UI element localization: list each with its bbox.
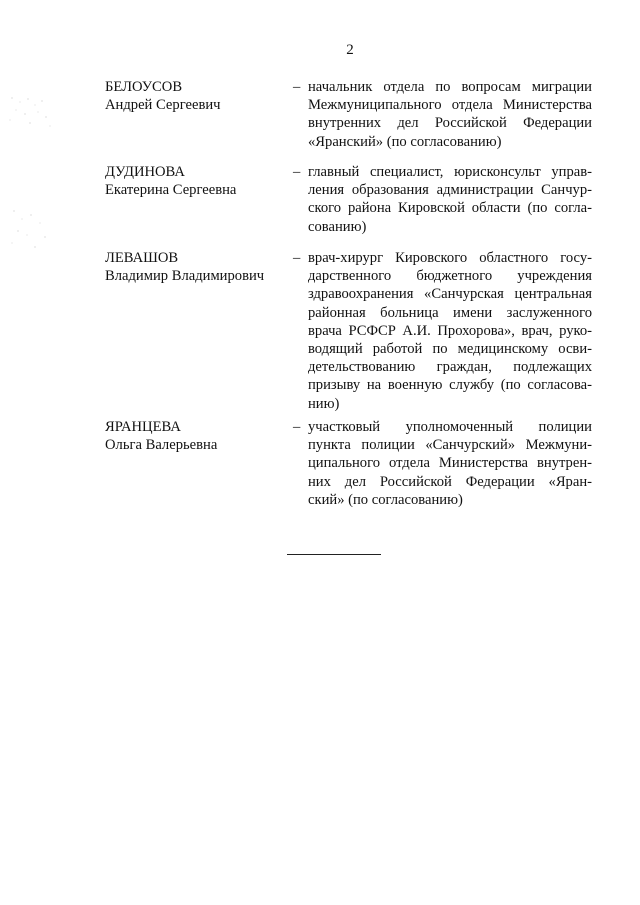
member-name — [105, 249, 285, 285]
position-line: водящий работой по медицинскому осви- — [308, 340, 592, 357]
member-name — [105, 418, 285, 454]
position-line: внутренних дел Российской Федерации — [308, 115, 592, 132]
member-surname: ЛЕВАШОВ — [105, 250, 179, 266]
member-surname: БЕЛОУСОВ — [105, 79, 183, 95]
position-line: них дел Российской Федерации «Яран- — [308, 473, 592, 490]
member-given-names: Андрей Сергеевич — [105, 97, 221, 114]
member-given-names: Ольга Валерьевна — [105, 437, 218, 454]
position-line: врача РСФСР А.И. Прохорова», врач, руко- — [308, 322, 592, 339]
dash-separator: – — [293, 164, 301, 180]
member-name — [105, 163, 285, 199]
position-line: ского района Кировской области (по согла- — [308, 200, 592, 217]
position-line: начальник отдела по вопросам миграции — [308, 79, 592, 95]
position-line: ления образования администрации Санчур- — [308, 182, 592, 199]
position-line: здравоохранения «Санчурская центральная — [308, 286, 592, 303]
position-line: детельствованию граждан, подлежащих — [308, 359, 592, 376]
scan-noise — [0, 90, 60, 170]
position-line: сованию) — [308, 218, 367, 235]
member-surname: ЯРАНЦЕВА — [105, 419, 181, 435]
position-line: врач-хирург Кировского областного госу- — [308, 250, 592, 266]
end-of-list-rule — [287, 554, 381, 555]
member-position — [308, 78, 592, 151]
member-given-names: Екатерина Сергеевна — [105, 182, 237, 199]
position-line: дарственного бюджетного учреждения — [308, 268, 592, 285]
dash-separator: – — [293, 79, 301, 95]
member-position — [308, 249, 592, 413]
position-line: ципального отдела Министерства внутрен- — [308, 455, 592, 472]
position-line: участковый уполномоченный полиции — [308, 419, 592, 435]
member-position — [308, 418, 592, 509]
member-given-names: Владимир Владимирович — [105, 268, 265, 285]
position-line: Межмуниципального отдела Министерства — [308, 97, 592, 114]
member-position — [308, 163, 592, 236]
page-number: 2 — [346, 42, 354, 58]
scan-noise — [0, 205, 60, 285]
position-line: нию) — [308, 395, 340, 412]
position-line: призыву на военную службу (по согласова- — [308, 377, 592, 394]
position-line: «Яранский» (по согласованию) — [308, 133, 502, 150]
position-line: главный специалист, юрисконсульт управ- — [308, 164, 592, 180]
position-line: районная больница имени заслуженного — [308, 304, 592, 321]
position-line: пункта полиции «Санчурский» Межмуни- — [308, 437, 592, 454]
dash-separator: – — [293, 419, 301, 435]
dash-separator: – — [293, 250, 301, 266]
position-line: ский» (по согласованию) — [308, 491, 463, 508]
member-surname: ДУДИНОВА — [105, 164, 185, 180]
member-name — [105, 78, 285, 114]
